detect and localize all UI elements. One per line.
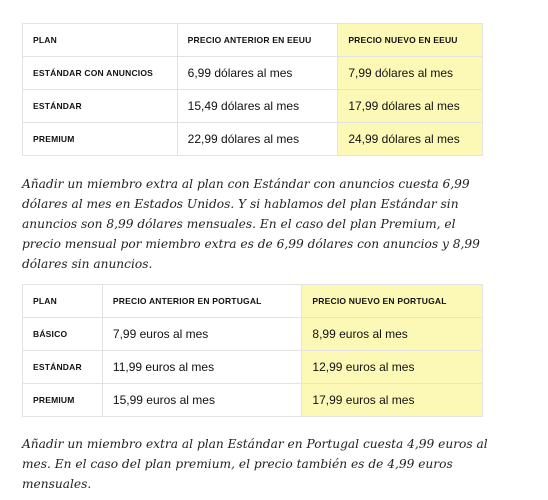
old-price: 15,99 euros al mes <box>102 384 302 417</box>
plan-name: PREMIUM <box>23 123 178 156</box>
paragraph-portugal-extra-member: Añadir un miembro extra al plan Estándar en Portugal cuesta 4,99 euros al mes. En el caso del plan premium, el precio también es de 4,99 euros mensuales. <box>22 437 488 491</box>
table-row <box>23 384 483 417</box>
new-price: 8,99 euros al mes <box>302 318 483 351</box>
table-row <box>23 57 483 90</box>
price-table-portugal <box>22 284 483 417</box>
table-row <box>23 351 483 384</box>
plan-name: BÁSICO <box>23 318 103 351</box>
plan-name: ESTÁNDAR CON ANUNCIOS <box>23 57 178 90</box>
old-price: 22,99 dólares al mes <box>177 123 338 156</box>
new-price: 17,99 euros al mes <box>302 384 483 417</box>
plan-name: PREMIUM <box>23 384 103 417</box>
new-price: 17,99 dólares al mes <box>338 90 483 123</box>
header-new-price: PRECIO NUEVO EN EEUU <box>338 24 483 57</box>
table-row <box>23 90 483 123</box>
plan-name: ESTÁNDAR <box>23 90 178 123</box>
old-price: 15,49 dólares al mes <box>177 90 338 123</box>
price-table-us <box>22 23 483 156</box>
header-new-price: PRECIO NUEVO EN PORTUGAL <box>302 285 483 318</box>
paragraph-us-extra-member: Añadir un miembro extra al plan con Estándar con anuncios cuesta 6,99 dólares al mes en Estados Unidos. Y si hablamos del plan Estándar sin anuncios son 8,99 dólares mensuales. En el caso del plan Premium, el precio mensual por miembro extra es de 6,99 dólares con anuncios y 8,99 dólares sin anuncios. <box>22 177 480 271</box>
old-price: 7,99 euros al mes <box>102 318 302 351</box>
header-plan: PLAN <box>23 285 103 318</box>
old-price: 11,99 euros al mes <box>102 351 302 384</box>
header-old-price: PRECIO ANTERIOR EN PORTUGAL <box>102 285 302 318</box>
plan-name: ESTÁNDAR <box>23 351 103 384</box>
header-plan: PLAN <box>23 24 178 57</box>
old-price: 6,99 dólares al mes <box>177 57 338 90</box>
table-row <box>23 123 483 156</box>
header-old-price: PRECIO ANTERIOR EN EEUU <box>177 24 338 57</box>
new-price: 24,99 dólares al mes <box>338 123 483 156</box>
table-header-row <box>23 24 483 57</box>
new-price: 7,99 dólares al mes <box>338 57 483 90</box>
table-row <box>23 318 483 351</box>
new-price: 12,99 euros al mes <box>302 351 483 384</box>
table-header-row <box>23 285 483 318</box>
